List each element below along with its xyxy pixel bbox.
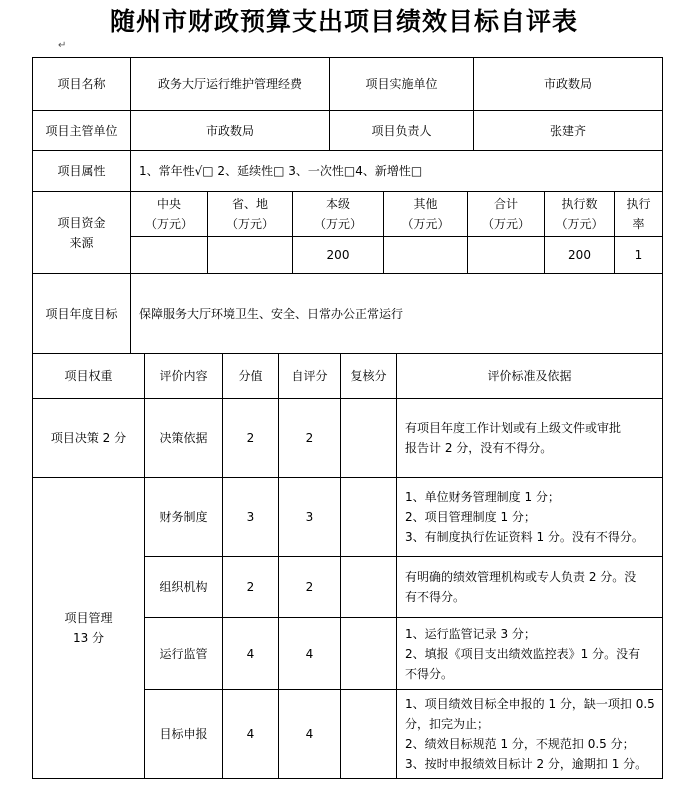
criteria-line: 1、单位财务管理制度 1 分； bbox=[405, 490, 560, 504]
criteria-line: 3、按时申报绩效目标计 2 分，逾期扣 1 分。 bbox=[405, 757, 648, 771]
funding-value-province bbox=[207, 236, 293, 274]
criteria-line: 有不得分。 bbox=[405, 590, 466, 604]
target-score: 4 bbox=[222, 689, 279, 779]
target-review-score bbox=[340, 689, 397, 779]
funding-header-line-2: （万元） bbox=[313, 217, 362, 231]
criteria-line: 有项目年度工作计划或有上级文件或审批 bbox=[405, 421, 622, 435]
funding-header-other bbox=[383, 191, 468, 237]
funding-header-executed bbox=[544, 191, 615, 237]
supervising-unit-label: 项目主管单位 bbox=[32, 110, 131, 151]
supervision-content: 运行监管 bbox=[144, 617, 223, 690]
funding-header-rate bbox=[614, 191, 663, 237]
organization-score: 2 bbox=[222, 556, 279, 618]
supervision-review-score bbox=[340, 617, 397, 690]
annual-goal-label: 项目年度目标 bbox=[32, 273, 131, 354]
criteria-line: 2、填报《项目支出绩效监控表》1 分。没有 bbox=[405, 646, 641, 661]
funding-source-label-line-1: 项目资金 bbox=[57, 215, 106, 230]
decision-self-score: 2 bbox=[278, 398, 341, 478]
funding-header-local bbox=[292, 191, 384, 237]
implementing-unit-label: 项目实施单位 bbox=[329, 57, 474, 111]
target-criteria bbox=[396, 689, 663, 779]
decision-review-score bbox=[340, 398, 397, 478]
finance-criteria bbox=[396, 477, 663, 557]
project-name-label: 项目名称 bbox=[32, 57, 131, 111]
funding-value-total bbox=[467, 236, 545, 274]
organization-self-score: 2 bbox=[278, 556, 341, 618]
project-name-value: 政务大厅运行维护管理经费 bbox=[130, 57, 330, 111]
supervision-score: 4 bbox=[222, 617, 279, 690]
funding-header-line-1: 省、地 bbox=[231, 197, 268, 211]
funding-value-executed: 200 bbox=[544, 236, 615, 274]
organization-review-score bbox=[340, 556, 397, 618]
funding-value-local: 200 bbox=[292, 236, 384, 274]
header-score: 分值 bbox=[222, 353, 279, 399]
funding-header-line-2: （万元） bbox=[144, 217, 193, 231]
funding-value-central bbox=[130, 236, 208, 274]
target-content: 目标申报 bbox=[144, 689, 223, 779]
funding-header-line-2: （万元） bbox=[401, 217, 450, 231]
funding-header-line-1: 执行 bbox=[626, 197, 651, 211]
criteria-line: 1、项目绩效目标全申报的 1 分，缺一项扣 0.5 bbox=[405, 697, 655, 711]
funding-value-other bbox=[383, 236, 468, 274]
criteria-line: 2、绩效目标规范 1 分，不规范扣 0.5 分； bbox=[405, 737, 635, 751]
decision-content: 决策依据 bbox=[144, 398, 223, 478]
funding-header-line-2: （万元） bbox=[555, 217, 604, 231]
criteria-line: 1、运行监管记录 3 分； bbox=[405, 626, 536, 641]
funding-source-label bbox=[32, 191, 131, 274]
criteria-line: 报告计 2 分，没有不得分。 bbox=[405, 441, 553, 455]
criteria-line: 有明确的绩效管理机构或专人负责 2 分。没 bbox=[405, 570, 637, 584]
funding-header-line-1: 执行数 bbox=[561, 197, 598, 211]
criteria-line: 3、有制度执行佐证资料 1 分。没有不得分。 bbox=[405, 530, 644, 544]
funding-header-line-2: （万元） bbox=[225, 217, 274, 231]
paragraph-mark: ↵ bbox=[58, 40, 67, 51]
funding-header-line-1: 其他 bbox=[413, 197, 438, 211]
funding-header-line-1: 合计 bbox=[493, 197, 518, 211]
funding-header-line-1: 中央 bbox=[156, 197, 181, 211]
funding-value-rate: 1 bbox=[614, 236, 663, 274]
header-content: 评价内容 bbox=[144, 353, 223, 399]
criteria-line: 不得分。 bbox=[405, 666, 454, 681]
supervising-unit-value: 市政数局 bbox=[130, 110, 330, 151]
annual-goal-value: 保障服务大厅环境卫生、安全、日常办公正常运行 bbox=[130, 273, 663, 354]
header-self-score: 自评分 bbox=[278, 353, 341, 399]
target-self-score: 4 bbox=[278, 689, 341, 779]
criteria-line: 2、项目管理制度 1 分； bbox=[405, 510, 536, 524]
management-weight-line-1: 项目管理 bbox=[64, 611, 113, 625]
funding-header-total bbox=[467, 191, 545, 237]
decision-criteria bbox=[396, 398, 663, 478]
organization-content: 组织机构 bbox=[144, 556, 223, 618]
funding-source-label-line-2: 来源 bbox=[69, 235, 94, 250]
header-criteria: 评价标准及依据 bbox=[396, 353, 663, 399]
funding-header-line-2: （万元） bbox=[481, 217, 530, 231]
funding-header-province bbox=[207, 191, 293, 237]
funding-header-line-2: 率 bbox=[632, 217, 645, 231]
funding-header-line-1: 本级 bbox=[325, 197, 350, 211]
decision-score: 2 bbox=[222, 398, 279, 478]
funding-header-central bbox=[130, 191, 208, 237]
implementing-unit-value: 市政数局 bbox=[473, 57, 663, 111]
management-weight bbox=[32, 477, 145, 779]
header-review-score: 复核分 bbox=[340, 353, 397, 399]
header-weight: 项目权重 bbox=[32, 353, 145, 399]
page-title: 随州市财政预算支出项目绩效目标自评表 bbox=[109, 7, 578, 36]
finance-review-score bbox=[340, 477, 397, 557]
project-attribute-label: 项目属性 bbox=[32, 150, 131, 192]
project-leader-label: 项目负责人 bbox=[329, 110, 474, 151]
finance-score: 3 bbox=[222, 477, 279, 557]
criteria-line: 分，扣完为止； bbox=[405, 717, 490, 731]
decision-weight: 项目决策 2 分 bbox=[32, 398, 145, 478]
project-leader-value: 张建齐 bbox=[473, 110, 663, 151]
management-weight-line-2: 13 分 bbox=[72, 631, 105, 645]
finance-self-score: 3 bbox=[278, 477, 341, 557]
finance-content: 财务制度 bbox=[144, 477, 223, 557]
supervision-criteria bbox=[396, 617, 663, 690]
supervision-self-score: 4 bbox=[278, 617, 341, 690]
project-attribute-value: 1、常年性√□ 2、延续性□ 3、一次性□4、新增性□ bbox=[130, 150, 663, 192]
organization-criteria bbox=[396, 556, 663, 618]
